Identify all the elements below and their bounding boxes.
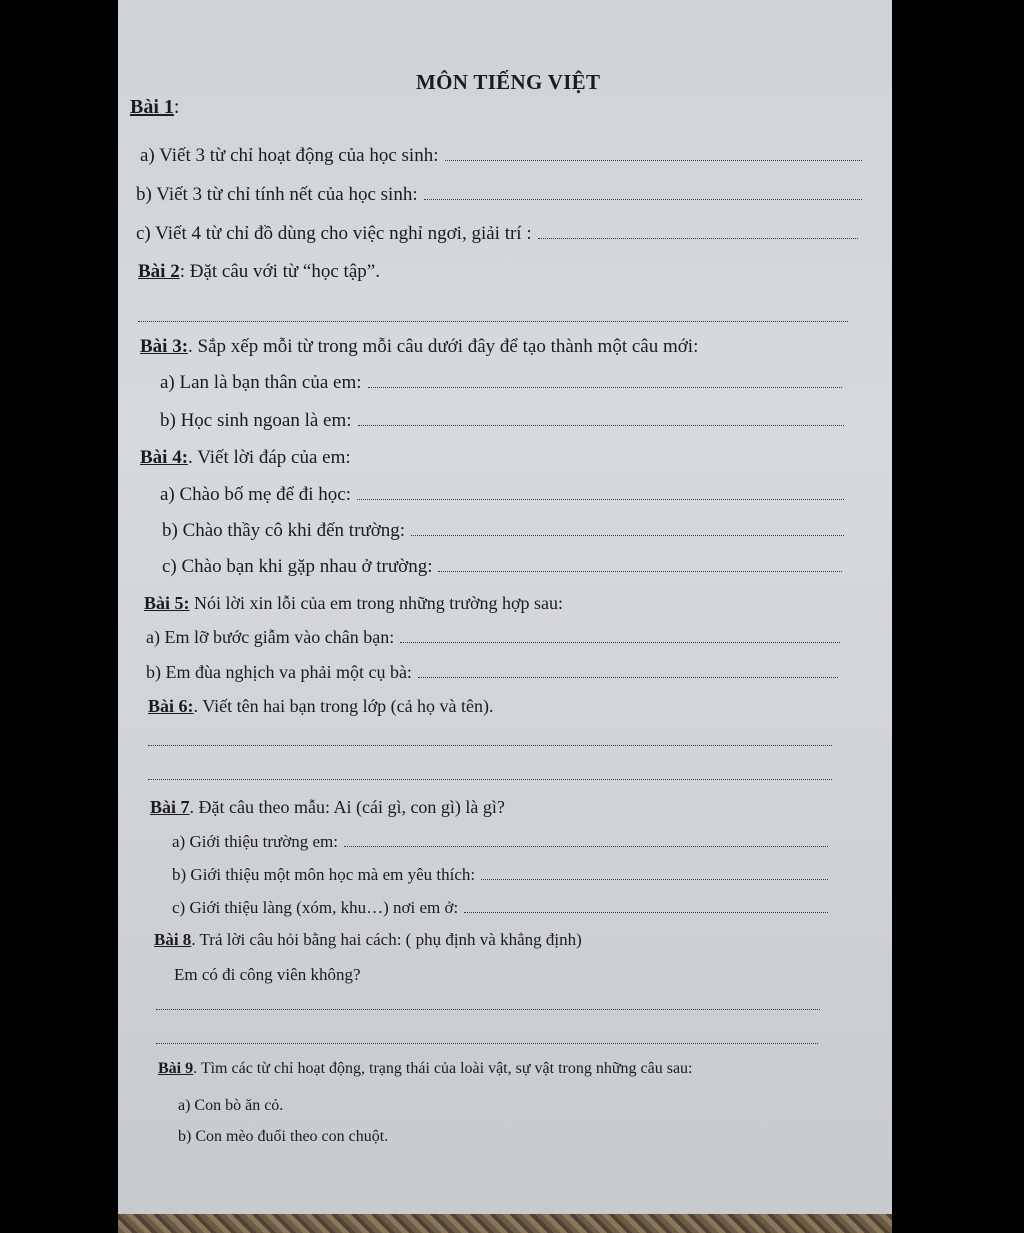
answer-line[interactable]: [400, 628, 840, 643]
bai9-heading: Bài 9: [158, 1060, 194, 1077]
bai1-item-c: [136, 223, 858, 245]
answer-line[interactable]: [148, 778, 832, 780]
bai4-heading: Bài 4:: [140, 447, 189, 468]
bai8-question: Em có đi công viên không?: [174, 965, 361, 984]
answer-line[interactable]: [148, 744, 832, 746]
bai7-item-c: [172, 898, 828, 918]
bai7-heading: Bài 7: [150, 797, 190, 817]
bai8-line: [154, 930, 582, 950]
bai8-heading: Bài 8: [154, 930, 192, 949]
answer-line[interactable]: [464, 898, 828, 913]
bai7-item-a-label: a) Giới thiệu trường em:: [172, 832, 338, 851]
answer-line[interactable]: [411, 521, 844, 536]
bai4-item-a: [160, 484, 844, 506]
bai7-item-b-label: b) Giới thiệu một môn học mà em yêu thích:: [172, 865, 476, 884]
bai6-line: [148, 696, 494, 717]
bai2-heading: Bài 2: [138, 261, 180, 282]
bai1-item-c-label: c) Viết 4 từ chỉ đồ dùng cho việc nghỉ ngơi, giải trí :: [136, 223, 532, 244]
answer-line[interactable]: [418, 663, 838, 678]
bai5-line: [144, 593, 563, 614]
answer-line[interactable]: [344, 832, 828, 847]
bai1-heading-line: [130, 96, 179, 119]
bai4-item-b: [162, 520, 844, 542]
bai5-item-b-label: b) Em đùa nghịch va phải một cụ bà:: [146, 662, 412, 682]
bai8-prompt: . Trả lời câu hỏi bằng hai cách: ( phụ định và khẳng định): [191, 930, 582, 949]
bai9-item-b: [178, 1128, 388, 1146]
bai9-item-a-label: a) Con bò ăn cỏ.: [178, 1097, 284, 1114]
bai6-heading: Bài 6:: [148, 696, 194, 716]
carpet-background: [118, 1214, 892, 1233]
bai1-item-a-label: a) Viết 3 từ chỉ hoạt động của học sinh:: [140, 145, 439, 166]
answer-line[interactable]: [357, 485, 844, 500]
bai9-item-b-label: b) Con mèo đuổi theo con chuột.: [178, 1128, 389, 1145]
answer-line[interactable]: [368, 373, 842, 388]
bai4-item-a-label: a) Chào bố mẹ để đi học:: [160, 484, 352, 505]
bai6-prompt: . Viết tên hai bạn trong lớp (cả họ và tên).: [193, 696, 494, 716]
bai5-item-a: [146, 627, 840, 648]
bai7-item-c-label: c) Giới thiệu làng (xóm, khu…) nơi em ở:: [172, 898, 459, 917]
bai3-prompt: . Sắp xếp mỗi từ trong mỗi câu dưới đây để tạo thành một câu mới:: [188, 336, 699, 357]
answer-line[interactable]: [438, 557, 842, 572]
answer-line[interactable]: [156, 1008, 820, 1010]
bai1-heading-suffix: :: [173, 96, 180, 118]
bai7-line: [150, 797, 505, 818]
answer-line[interactable]: [156, 1042, 818, 1044]
bai5-prompt: Nói lời xin lỗi của em trong những trường hợp sau:: [189, 593, 564, 613]
bai1-item-b: [136, 184, 862, 206]
answer-line[interactable]: [538, 224, 858, 239]
bai3-item-b: [160, 410, 844, 432]
page-title: MÔN TIẾNG VIỆT: [416, 70, 601, 94]
bai7-item-b: [172, 865, 828, 885]
bai2-prompt: : Đặt câu với từ “học tập”.: [179, 261, 380, 282]
worksheet-page: [118, 0, 892, 1233]
bai9-line: [158, 1060, 693, 1078]
bai7-item-a: [172, 832, 828, 852]
bai1-item-b-label: b) Viết 3 từ chỉ tính nết của học sinh:: [136, 184, 418, 205]
answer-line[interactable]: [481, 865, 828, 880]
answer-line[interactable]: [445, 146, 863, 161]
bai3-item-a: [160, 372, 842, 394]
bai5-heading: Bài 5:: [144, 593, 190, 613]
bai1-heading: Bài 1: [130, 96, 174, 118]
bai4-item-c: [162, 556, 842, 578]
bai4-prompt: . Viết lời đáp của em:: [188, 447, 351, 468]
bai4-item-b-label: b) Chào thầy cô khi đến trường:: [162, 520, 406, 541]
bai8-question-line: [174, 965, 361, 985]
answer-line[interactable]: [358, 411, 844, 426]
bai7-prompt: . Đặt câu theo mẫu: Ai (cái gì, con gì) là gì?: [189, 797, 505, 817]
bai2-line: [138, 261, 380, 283]
bai3-line: [140, 336, 698, 358]
bai3-item-a-label: a) Lan là bạn thân của em:: [160, 372, 362, 393]
answer-line[interactable]: [424, 185, 862, 200]
bai1-item-a: [140, 145, 862, 167]
answer-line[interactable]: [138, 320, 848, 322]
bai9-prompt: . Tìm các từ chỉ hoạt động, trạng thái của loài vật, sự vật trong những câu sau:: [193, 1060, 693, 1077]
bai4-line: [140, 447, 351, 469]
bai5-item-a-label: a) Em lỡ bước giẫm vào chân bạn:: [146, 627, 395, 647]
bai5-item-b: [146, 662, 838, 683]
bai4-item-c-label: c) Chào bạn khi gặp nhau ở trường:: [162, 556, 433, 577]
bai3-heading: Bài 3:: [140, 336, 189, 357]
bai3-item-b-label: b) Học sinh ngoan là em:: [160, 410, 352, 431]
bai9-item-a: [178, 1097, 283, 1115]
